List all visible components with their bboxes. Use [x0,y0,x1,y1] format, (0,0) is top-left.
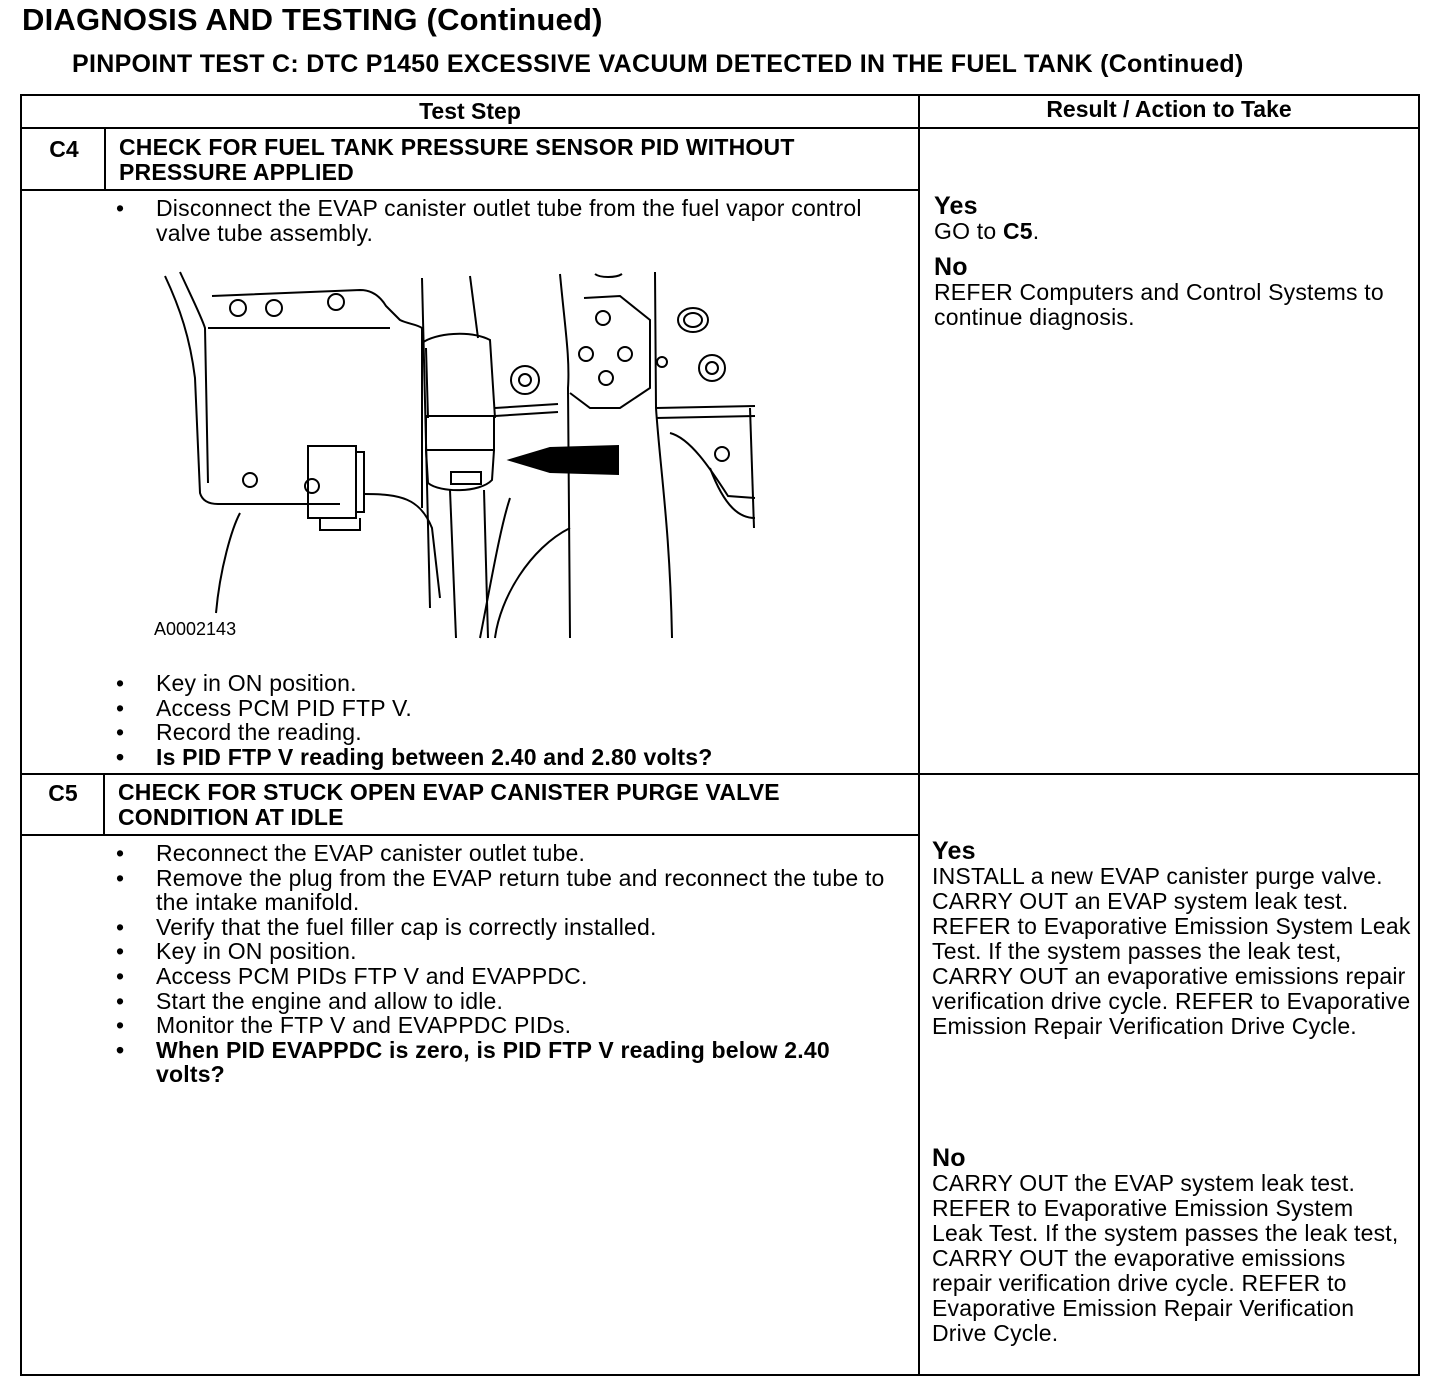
c5-number-divider [103,773,105,835]
c5-instructions [116,841,896,1087]
c5-step-reconnect: • Reconnect the EVAP canister outlet tube. [116,841,896,866]
c4-step-key-on: • Key in ON position. [116,671,896,696]
column-header-result: Result / Action to Take [1046,96,1292,122]
c4-step-disconnect: • Disconnect the EVAP canister outlet tube from the fuel vapor control valve tube assembly. [116,196,896,245]
c4-step-access-pid: • Access PCM PID FTP V. [116,696,896,721]
c5-step-access-pids: • Access PCM PIDs FTP V and EVAPPDC. [116,964,896,989]
c4-result-yes [934,193,1404,244]
c4-yes-label: Yes [934,192,978,220]
c4-no-label: No [934,253,968,281]
c4-instructions-top [116,196,896,245]
c5-step-verify-cap: • Verify that the fuel filler cap is correctly installed. [116,915,896,940]
c5-step-title: CHECK FOR STUCK OPEN EVAP CANISTER PURGE VALVE CONDITION AT IDLE [118,779,780,830]
c4-step-number: C4 [49,136,79,162]
c4-yes-target: C5 [1002,218,1033,244]
c5-step-start-engine: • Start the engine and allow to idle. [116,989,896,1014]
c4-yes-text: GO to [934,218,1003,244]
c5-step-key-on: • Key in ON position. [116,939,896,964]
c5-step-number: C5 [48,780,78,806]
c5-title-rule [20,834,920,836]
header-rule [20,127,1420,129]
c4-instructions-bottom [116,671,896,769]
column-header-test-step: Test Step [419,98,521,124]
page-subtitle: PINPOINT TEST C: DTC P1450 EXCESSIVE VACUUM DETECTED IN THE FUEL TANK (Continued) [72,50,1244,78]
c4-question: • Is PID FTP V reading between 2.40 and 2.80 volts? [116,745,896,770]
c4-step-record: • Record the reading. [116,720,896,745]
c4-result-no [934,254,1384,330]
c5-step-monitor: • Monitor the FTP V and EVAPPDC PIDs. [116,1013,896,1038]
c4-yes-suffix: . [1032,218,1040,244]
c4-step-title: CHECK FOR FUEL TANK PRESSURE SENSOR PID WITHOUT PRESSURE APPLIED [119,134,795,185]
c4-no-text: REFER Computers and Control Systems to continue diagnosis. [934,279,1384,330]
figure-reference-code: A0002143 [154,619,237,639]
c5-step-remove-plug: • Remove the plug from the EVAP return tube and reconnect the tube to the intake manifold. [116,866,896,915]
c4-c5-rule [20,773,1420,775]
c5-result-yes [932,838,1416,1039]
c5-result-no [932,1145,1406,1346]
evap-tube-illustration [150,268,760,648]
c5-yes-text: INSTALL a new EVAP canister purge valve. CARRY OUT an EVAP system leak test. REFER to Evaporative Emission System Leak Test. If the system passes the leak test, CARRY OUT an evaporative emissions repair verification drive cycle. REFER to Evaporative Emission Repair Verification Drive Cycle. [932,863,1411,1039]
c4-number-divider [104,127,106,190]
c5-yes-label: Yes [932,837,976,865]
c4-title-rule [20,189,920,191]
c5-no-label: No [932,1144,966,1172]
column-divider [918,94,920,1376]
c5-no-text: CARRY OUT the EVAP system leak test. REFER to Evaporative Emission System Leak Test. If the system passes the leak test, CARRY OUT the evaporative emissions repair verification drive cycle. REFER to Evaporative Emission Repair Verification Drive Cycle. [932,1170,1399,1346]
c5-question: • When PID EVAPPDC is zero, is PID FTP V reading below 2.40 volts? [116,1038,896,1087]
page-title: DIAGNOSIS AND TESTING (Continued) [22,2,603,37]
